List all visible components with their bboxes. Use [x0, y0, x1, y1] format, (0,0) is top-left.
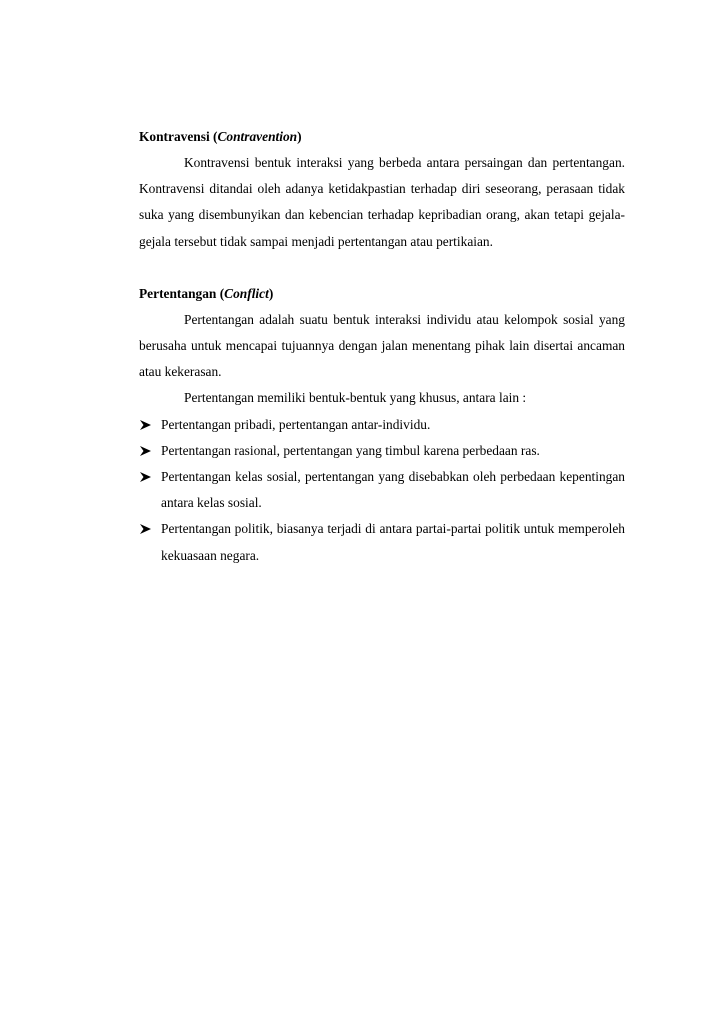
section-gap — [139, 255, 625, 281]
list-item-text: Pertentangan rasional, pertentangan yang timbul karena perbedaan ras. — [161, 442, 540, 458]
heading-term: Conflict — [224, 285, 269, 301]
list-item — [139, 464, 625, 516]
arrowhead-bullet-icon — [139, 445, 152, 457]
heading-term: Contravention — [217, 129, 298, 144]
bullet-list — [139, 412, 625, 569]
heading-prefix: Kontravensi ( — [139, 129, 218, 144]
list-item-text: Pertentangan politik, biasanya terjadi di antara partai-partai politik untuk memperoleh kekuasaan negara. — [161, 521, 625, 563]
section-heading-pertentangan — [139, 281, 625, 307]
document-page — [139, 124, 625, 569]
heading-prefix: Pertentangan ( — [139, 285, 225, 301]
section-heading-kontravensi — [139, 124, 625, 150]
list-item — [139, 438, 625, 464]
list-item — [139, 412, 625, 438]
arrowhead-bullet-icon — [139, 419, 152, 431]
heading-suffix: ) — [297, 129, 302, 144]
arrowhead-bullet-icon — [139, 523, 152, 535]
list-item-text: Pertentangan pribadi, pertentangan antar-individu. — [161, 416, 431, 432]
paragraph-bentuk-intro: Pertentangan memiliki bentuk-bentuk yang khusus, antara lain : — [184, 390, 527, 406]
list-item — [139, 516, 625, 568]
arrowhead-bullet-icon — [139, 471, 152, 483]
heading-suffix: ) — [268, 285, 274, 301]
paragraph-pertentangan: Pertentangan adalah suatu bentuk interaksi individu atau kelompok sosial yang berusaha untuk mencapai tujuannya dengan jalan menentang pihak lain disertai ancaman atau kekerasan. — [139, 311, 625, 380]
paragraph-kontravensi: Kontravensi bentuk interaksi yang berbeda antara persaingan dan pertentangan. Kontravensi ditandai oleh adanya ketidakpastian terhadap diri seseorang, perasaan tidak suka yang disembunyikan dan kebencian terhadap kepribadian orang, akan tetapi gejala-gejala tersebut tidak sampai menjadi pertentangan atau pertikaian. — [139, 155, 625, 249]
list-item-text: Pertentangan kelas sosial, pertentangan yang disebabkan oleh perbedaan kepentingan antara kelas sosial. — [161, 469, 625, 511]
